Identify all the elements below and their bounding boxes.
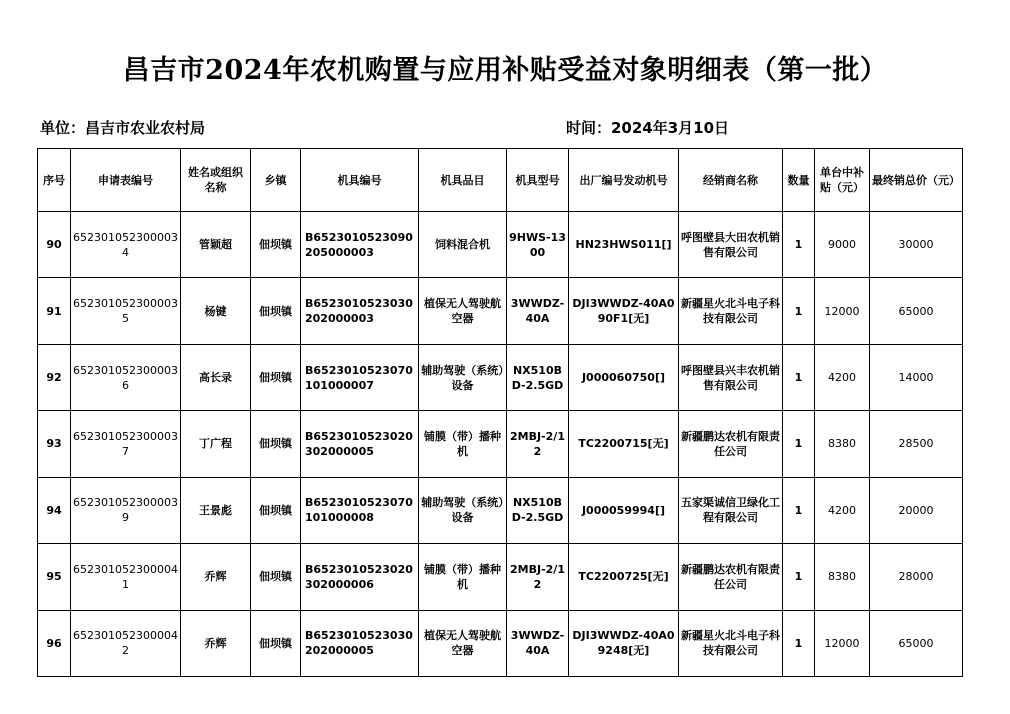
cell-no: 90 xyxy=(38,212,71,278)
cell-no: 92 xyxy=(38,344,71,410)
cell-town: 佃坝镇 xyxy=(251,344,301,410)
cell-subsidy: 8380 xyxy=(815,544,870,610)
cell-name: 乔辉 xyxy=(181,610,251,676)
cell-no: 93 xyxy=(38,411,71,477)
cell-item: 饲料混合机 xyxy=(419,212,507,278)
cell-app-no: 6523010523000041 xyxy=(71,544,181,610)
cell-serial: TC2200725[无] xyxy=(569,544,679,610)
cell-qty: 1 xyxy=(783,212,815,278)
cell-app-no: 6523010523000039 xyxy=(71,477,181,543)
col-header-app-no: 申请表编号 xyxy=(71,149,181,212)
cell-serial: HN23HWS011[] xyxy=(569,212,679,278)
col-header-total: 最终销总价（元） xyxy=(870,149,963,212)
col-header-item: 机具品目 xyxy=(419,149,507,212)
table-row xyxy=(38,544,963,610)
cell-total: 28000 xyxy=(870,544,963,610)
cell-total: 14000 xyxy=(870,344,963,410)
cell-code: B6523010523070101000008 xyxy=(301,477,419,543)
cell-dealer: 呼图壁县兴丰农机销售有限公司 xyxy=(679,344,783,410)
cell-app-no: 6523010523000036 xyxy=(71,344,181,410)
cell-model: 9HWS-1300 xyxy=(507,212,569,278)
cell-name: 管颖超 xyxy=(181,212,251,278)
cell-subsidy: 12000 xyxy=(815,610,870,676)
cell-code: B6523010523070101000007 xyxy=(301,344,419,410)
cell-code: B6523010523030202000005 xyxy=(301,610,419,676)
cell-town: 佃坝镇 xyxy=(251,411,301,477)
cell-total: 28500 xyxy=(870,411,963,477)
cell-town: 佃坝镇 xyxy=(251,544,301,610)
cell-town: 佃坝镇 xyxy=(251,477,301,543)
cell-dealer: 新疆鹏达农机有限责任公司 xyxy=(679,544,783,610)
cell-item: 铺膜（带）播种机 xyxy=(419,411,507,477)
cell-qty: 1 xyxy=(783,544,815,610)
cell-model: NX510BD-2.5GD xyxy=(507,344,569,410)
table-row xyxy=(38,278,963,344)
table-row xyxy=(38,344,963,410)
cell-app-no: 6523010523000042 xyxy=(71,610,181,676)
cell-model: 3WWDZ-40A xyxy=(507,278,569,344)
cell-serial: J000059994[] xyxy=(569,477,679,543)
cell-total: 20000 xyxy=(870,477,963,543)
date-label: 时间：2024年3月10日 xyxy=(566,119,730,137)
cell-serial: DJI3WWDZ-40A09248[无] xyxy=(569,610,679,676)
cell-item: 铺膜（带）播种机 xyxy=(419,544,507,610)
cell-model: NX510BD-2.5GD xyxy=(507,477,569,543)
cell-name: 杨键 xyxy=(181,278,251,344)
col-header-subsidy: 单台中补贴（元） xyxy=(815,149,870,212)
cell-model: 2MBJ-2/12 xyxy=(507,544,569,610)
cell-code: B6523010523030202000003 xyxy=(301,278,419,344)
cell-town: 佃坝镇 xyxy=(251,610,301,676)
cell-serial: DJI3WWDZ-40A090F1[无] xyxy=(569,278,679,344)
table-row xyxy=(38,212,963,278)
unit-label: 单位：昌吉市农业农村局 xyxy=(40,119,206,137)
col-header-serial: 出厂编号发动机号 xyxy=(569,149,679,212)
cell-no: 94 xyxy=(38,477,71,543)
col-header-dealer: 经销商名称 xyxy=(679,149,783,212)
cell-no: 91 xyxy=(38,278,71,344)
cell-item: 植保无人驾驶航空器 xyxy=(419,610,507,676)
cell-serial: TC2200715[无] xyxy=(569,411,679,477)
col-header-name: 姓名或组织名称 xyxy=(181,149,251,212)
col-header-model: 机具型号 xyxy=(507,149,569,212)
table-header-row xyxy=(38,149,963,212)
col-header-qty: 数量 xyxy=(783,149,815,212)
cell-item: 辅助驾驶（系统）设备 xyxy=(419,344,507,410)
cell-item: 植保无人驾驶航空器 xyxy=(419,278,507,344)
cell-dealer: 新疆鹏达农机有限责任公司 xyxy=(679,411,783,477)
cell-qty: 1 xyxy=(783,278,815,344)
cell-subsidy: 4200 xyxy=(815,477,870,543)
cell-no: 95 xyxy=(38,544,71,610)
cell-qty: 1 xyxy=(783,344,815,410)
cell-qty: 1 xyxy=(783,477,815,543)
cell-name: 王景彪 xyxy=(181,477,251,543)
table-row xyxy=(38,477,963,543)
table-row xyxy=(38,411,963,477)
cell-model: 3WWDZ-40A xyxy=(507,610,569,676)
cell-code: B6523010523020302000005 xyxy=(301,411,419,477)
cell-code: B6523010523020302000006 xyxy=(301,544,419,610)
cell-app-no: 6523010523000034 xyxy=(71,212,181,278)
cell-code: B6523010523090205000003 xyxy=(301,212,419,278)
cell-qty: 1 xyxy=(783,610,815,676)
cell-subsidy: 4200 xyxy=(815,344,870,410)
beneficiary-table xyxy=(37,148,963,677)
cell-dealer: 五家渠诚信卫绿化工程有限公司 xyxy=(679,477,783,543)
cell-total: 65000 xyxy=(870,278,963,344)
cell-total: 30000 xyxy=(870,212,963,278)
cell-serial: J000060750[] xyxy=(569,344,679,410)
col-header-code: 机具编号 xyxy=(301,149,419,212)
cell-item: 辅助驾驶（系统）设备 xyxy=(419,477,507,543)
page-title: 昌吉市2024年农机购置与应用补贴受益对象明细表（第一批） xyxy=(122,55,888,86)
cell-app-no: 6523010523000035 xyxy=(71,278,181,344)
table-row xyxy=(38,610,963,676)
col-header-town: 乡镇 xyxy=(251,149,301,212)
cell-dealer: 呼图壁县大田农机销售有限公司 xyxy=(679,212,783,278)
cell-name: 丁广程 xyxy=(181,411,251,477)
cell-dealer: 新疆星火北斗电子科技有限公司 xyxy=(679,278,783,344)
cell-qty: 1 xyxy=(783,411,815,477)
cell-dealer: 新疆星火北斗电子科技有限公司 xyxy=(679,610,783,676)
cell-total: 65000 xyxy=(870,610,963,676)
col-header-no: 序号 xyxy=(38,149,71,212)
cell-subsidy: 9000 xyxy=(815,212,870,278)
cell-no: 96 xyxy=(38,610,71,676)
cell-name: 乔辉 xyxy=(181,544,251,610)
cell-app-no: 6523010523000037 xyxy=(71,411,181,477)
cell-subsidy: 12000 xyxy=(815,278,870,344)
cell-town: 佃坝镇 xyxy=(251,278,301,344)
cell-subsidy: 8380 xyxy=(815,411,870,477)
cell-town: 佃坝镇 xyxy=(251,212,301,278)
cell-model: 2MBJ-2/12 xyxy=(507,411,569,477)
cell-name: 高长录 xyxy=(181,344,251,410)
